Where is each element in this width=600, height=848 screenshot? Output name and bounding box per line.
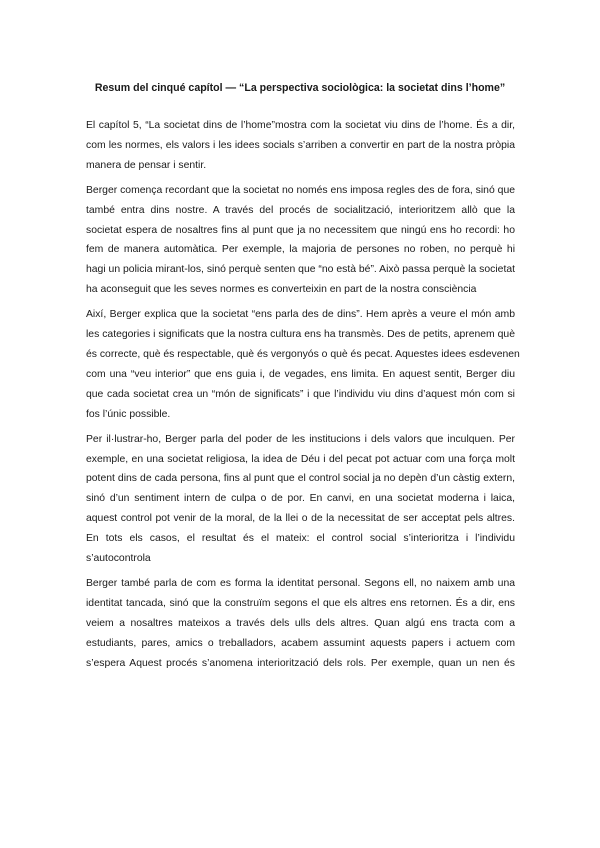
text-line: com una “veu interior” que ens guia i, de vegades, ens limita. En aquest sentit, Berger diu <box>86 368 515 380</box>
paragraph <box>86 116 515 176</box>
text-line: ha aconseguit que les seves normes es converteixin en part de la nostra consciència <box>86 284 477 296</box>
text-line: hagi un policia mirant-los, sinó perquè senten que “no està bé”. Això passa perquè la societat <box>86 264 515 276</box>
text-line: sinó d’un sentiment intern de culpa o de por. En canvi, en una societat moderna i laica, <box>86 493 515 505</box>
paragraph <box>86 181 515 300</box>
document-body <box>86 116 520 678</box>
text-line: que cada societat crea un “món de significats” i que l’individu viu dins d’aquest món com si <box>86 388 515 400</box>
text-line: En tots els casos, el resultat és el mateix: el control social s’interioritza i l’individu <box>86 533 515 545</box>
text-line: exemple, en una societat religiosa, la idea de Déu i del pecat pot actuar com una força molt <box>86 453 515 465</box>
text-line: també entra dins nostre. A través del procés de socialització, interioritzem allò que la <box>86 204 515 216</box>
page-title: Resum del cinqué capítol — “La perspectiva sociològica: la societat dins l’home” <box>94 82 506 94</box>
paragraph <box>86 430 515 569</box>
text-line: les categories i significats que la nostra cultura ens ha transmès. Des de petits, aprenem què <box>86 329 515 341</box>
text-line: El capítol 5, “La societat dins de l’home”mostra com la societat viu dins de l’home. És a dir, <box>86 120 515 131</box>
text-line: és correcte, què és respectable, què és vergonyós o què és pecat. Aquestes idees esdevenen <box>86 348 520 360</box>
text-line: fos l’únic possible. <box>86 408 171 420</box>
text-line: s’espera Aquest procés s’anomena interiorització dels rols. Per exemple, quan un nen és <box>86 657 515 669</box>
text-line: societat espera de nosaltres fins al punt que ja no necessitem que ningú ens ho recordi: ho <box>86 224 515 236</box>
text-line: Així, Berger explica que la societat “ens parla des de dins”. Hem après a veure el món amb <box>86 309 515 321</box>
text-line: s’autocontrola <box>86 553 151 565</box>
text-line: potent dins de cada persona, fins al punt que el control social ja no depèn d’un càstig extern, <box>86 473 515 485</box>
paragraph <box>86 574 515 674</box>
text-line: aquest control pot venir de la moral, de la llei o de la necessitat de ser acceptat pels altres. <box>86 513 515 525</box>
text-line: veiem a nosaltres mateixos a través dels ulls dels altres. Quan algú ens tracta com a <box>86 617 515 629</box>
text-line: Berger també parla de com es forma la identitat personal. Segons ell, no naixem amb una <box>86 577 515 589</box>
text-line: Per il·lustrar-ho, Berger parla del poder de les institucions i dels valors que inculquen. Per <box>86 433 515 445</box>
text-line: identitat tancada, sinó que la construïm segons el que els altres ens retornen. És a dir, ens <box>86 597 515 609</box>
paragraph <box>86 305 520 424</box>
text-line: estudiants, pares, amics o treballadors, acabem assumint aquests papers i actuem com <box>86 637 515 649</box>
text-line: com les normes, els valors i les idees socials s’arriben a convertir en part de la nostra pròpia <box>86 139 515 151</box>
text-line: manera de pensar i sentir. <box>86 159 207 171</box>
text-line: Berger comença recordant que la societat no només ens imposa regles des de fora, sinó que <box>86 184 515 196</box>
text-line: fem de manera automàtica. Per exemple, la majoria de persones no roben, no perquè hi <box>86 244 515 256</box>
